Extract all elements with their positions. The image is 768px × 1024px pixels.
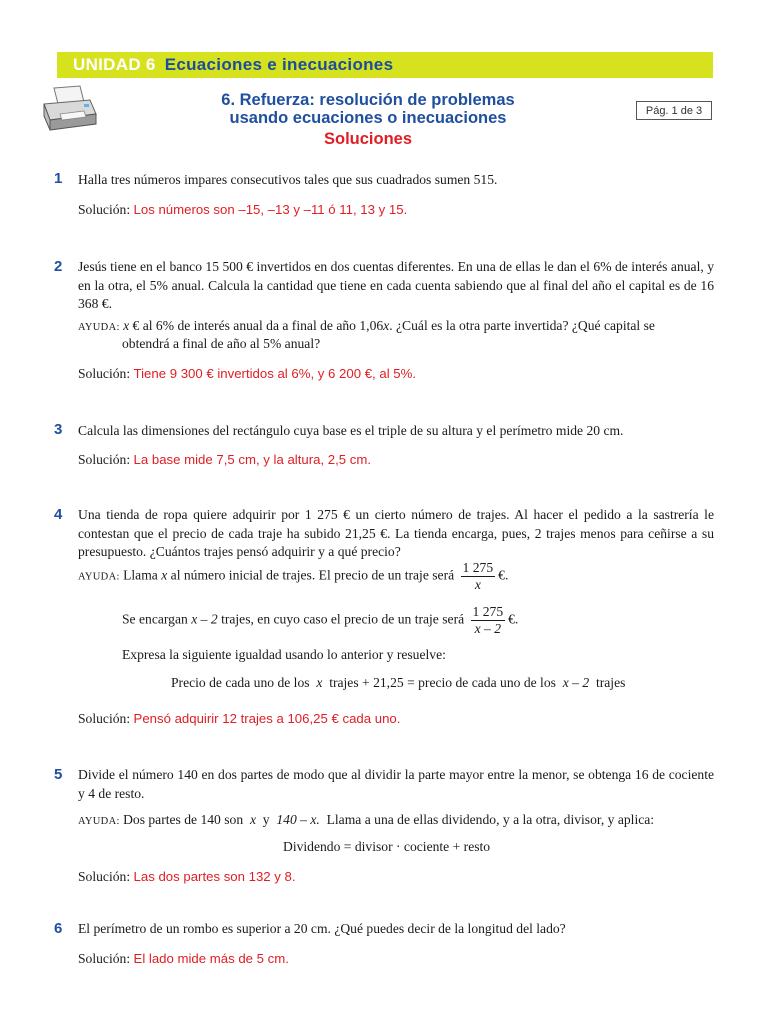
fraction-2 bbox=[471, 604, 506, 637]
fraction-1 bbox=[461, 560, 496, 593]
fraction-2-denominator: x – 2 bbox=[474, 621, 502, 636]
euro-sign: €. bbox=[498, 567, 509, 583]
unit-title: Ecuaciones e inecuaciones bbox=[164, 55, 394, 74]
fraction-1-numerator: 1 275 bbox=[462, 560, 494, 575]
solution-text-6: El lado mide más de 5 cm. bbox=[133, 951, 289, 966]
help-2-var: x bbox=[123, 318, 130, 333]
help-2-var-2: x bbox=[383, 318, 390, 333]
problem-statement-3: Calcula las dimensiones del rectángulo cuya base es el triple de su altura y el perímetro mide 20 cm. bbox=[78, 423, 624, 438]
help-label: AYUDA: bbox=[78, 322, 120, 333]
help-4-line-1 bbox=[78, 560, 508, 593]
help-4-line-3: Expresa la siguiente igualdad usando lo anterior y resuelve: bbox=[122, 647, 446, 662]
solution-4 bbox=[78, 711, 400, 727]
problem-number-6: 6 bbox=[54, 920, 63, 937]
solution-label: Solución: bbox=[78, 951, 131, 966]
solution-text-5: Las dos partes son 132 y 8. bbox=[133, 869, 296, 884]
equation-text-c: trajes bbox=[595, 675, 626, 690]
problem-number-1: 1 bbox=[54, 170, 63, 187]
help-4-equation bbox=[171, 675, 625, 691]
solution-text-3: La base mide 7,5 cm, y la altura, 2,5 cm. bbox=[133, 452, 372, 467]
solution-5 bbox=[78, 869, 296, 885]
page-indicator: Pág. 1 de 3 bbox=[636, 101, 712, 120]
help-2-text-b: . ¿Cuál es la otra parte invertida? ¿Qué capital se bbox=[389, 318, 655, 333]
help-5-var-2: 140 – x. bbox=[276, 812, 320, 827]
help-2-text-a: € al 6% de interés anual da a final de año 1,06 bbox=[129, 318, 384, 333]
unit-label: UNIDAD 6 bbox=[73, 55, 156, 74]
help-2-line-1 bbox=[78, 318, 655, 334]
solution-6 bbox=[78, 951, 289, 967]
help-5-y: y bbox=[262, 812, 270, 827]
solution-label: Solución: bbox=[78, 452, 131, 467]
solution-1 bbox=[78, 202, 407, 218]
help-4-var: x bbox=[161, 567, 168, 583]
problem-statement-1: Halla tres números impares consecutivos tales que sus cuadrados sumen 515. bbox=[78, 172, 498, 187]
problem-number-3: 3 bbox=[54, 421, 63, 438]
help-4-expr: x – 2 bbox=[191, 611, 218, 627]
help-5-text-a: Dos partes de 140 son bbox=[123, 812, 244, 827]
solution-text-4: Pensó adquirir 12 trajes a 106,25 € cada uno. bbox=[133, 711, 401, 726]
equation-var-1: x bbox=[316, 675, 323, 690]
equation-text-b: trajes + 21,25 = precio de cada uno de los bbox=[329, 675, 556, 690]
solution-3 bbox=[78, 452, 371, 468]
solution-text-2: Tiene 9 300 € invertidos al 6%, y 6 200 €, al 5%. bbox=[133, 366, 417, 381]
fraction-2-numerator: 1 275 bbox=[472, 604, 504, 619]
solution-label: Solución: bbox=[78, 202, 131, 217]
help-label: AYUDA: bbox=[78, 816, 120, 827]
problem-number-4: 4 bbox=[54, 506, 63, 523]
help-4-text-b: al número inicial de trajes. El precio de un traje será bbox=[170, 567, 455, 583]
fraction-1-denominator: x bbox=[474, 577, 481, 592]
help-5-text-b: Llama a una de ellas dividendo, y a la otra, divisor, y aplica: bbox=[326, 812, 655, 827]
problem-statement-5: Divide el número 140 en dos partes de modo que al dividir la parte mayor entre la menor, se obtenga 16 de cociente y 4 de resto. bbox=[78, 767, 714, 801]
title-line-2: usando ecuaciones o inecuaciones bbox=[229, 109, 507, 127]
solution-label: Solución: bbox=[78, 711, 131, 726]
help-label: AYUDA: bbox=[78, 571, 120, 583]
printer-icon[interactable] bbox=[40, 84, 98, 132]
title-solutions: Soluciones bbox=[323, 130, 413, 148]
problem-number-5: 5 bbox=[54, 766, 63, 783]
unit-banner bbox=[57, 52, 713, 78]
solution-2 bbox=[78, 366, 416, 382]
help-4-text-c: Se encargan bbox=[122, 611, 188, 627]
problem-statement-2: Jesús tiene en el banco 15 500 € invertidos en dos cuentas diferentes. En una de ellas le dan el 6% de interés anual, y en la otra, el 5% anual. Calcula la cantidad que tiene en cada cuenta sabiendo que al final del año el capital es de 16 368 €. bbox=[78, 259, 714, 311]
help-4-text-a: Llama bbox=[123, 567, 158, 583]
euro-sign: €. bbox=[508, 611, 519, 627]
help-2-line-2: obtendrá a final de año al 5% anual? bbox=[122, 336, 321, 351]
solution-label: Solución: bbox=[78, 366, 131, 381]
help-4-line-2 bbox=[122, 604, 518, 637]
equation-text-a: Precio de cada uno de los bbox=[171, 675, 310, 690]
page-title bbox=[180, 91, 556, 148]
title-line-1: 6. Refuerza: resolución de problemas bbox=[221, 91, 515, 109]
problem-number-2: 2 bbox=[54, 258, 63, 275]
equation-var-2: x – 2 bbox=[562, 675, 590, 690]
problem-statement-4: Una tienda de ropa quiere adquirir por 1 275 € un cierto número de trajes. Al hacer el pedido a la sastrería le contestan que el precio de cada traje ha subido 21,25 €. La tienda encarga, pues, 2 trajes menos para ceñirse a su presupuesto. ¿Cuántos trajes pensó adquirir y a qué precio? bbox=[78, 507, 714, 559]
help-5-line-1 bbox=[78, 812, 654, 828]
solution-text-1: Los números son –15, –13 y –11 ó 11, 13 y 15. bbox=[133, 202, 408, 217]
help-4-text-d: trajes, en cuyo caso el precio de un traje será bbox=[221, 611, 465, 627]
unit-heading bbox=[73, 55, 393, 75]
solution-label: Solución: bbox=[78, 869, 131, 884]
help-5-formula: Dividendo = divisor · cociente + resto bbox=[283, 839, 491, 854]
help-5-var-1: x bbox=[249, 812, 256, 827]
problem-statement-6: El perímetro de un rombo es superior a 20 cm. ¿Qué puedes decir de la longitud del lado? bbox=[78, 921, 566, 936]
